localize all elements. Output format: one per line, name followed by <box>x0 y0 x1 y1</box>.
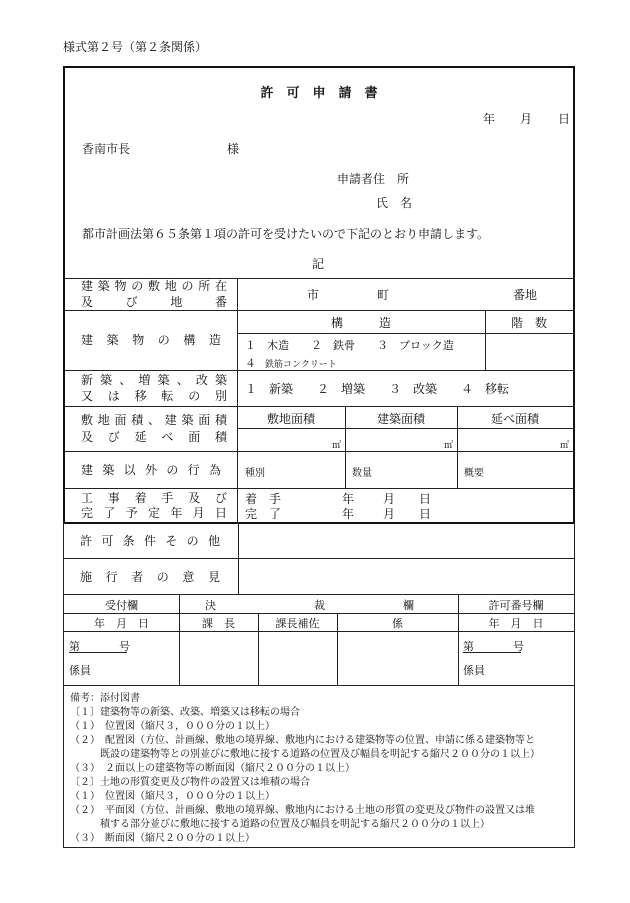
floors-col-header: 階 数 <box>510 316 547 330</box>
staff-header: 係 <box>392 617 403 630</box>
schedule-start-label: 着 手 <box>245 492 282 506</box>
notes-line-8: （１） 位置図（縮尺３，０００分の１以上） <box>70 791 275 802</box>
construction-type-options: １ 新築 ２ 増築 ３ 改築 ４ 移転 <box>245 382 510 396</box>
permit-number-header: 許可番号欄 <box>488 599 544 612</box>
notes-line-1: 備考：添付図書 <box>70 693 140 704</box>
site-city: 市 <box>307 288 320 302</box>
construction-type-label-1: 新築、増築、改築 <box>81 373 227 387</box>
structure-options-2-text: 鉄筋コンクリート <box>265 360 337 370</box>
structure-col-header: 構 造 <box>330 316 391 330</box>
notes-line-6: （３） ２面以上の建築物等の断面図（縮尺２００分の１以上） <box>70 763 355 774</box>
schedule-finish-day: 日 <box>419 507 432 521</box>
notes-line-7: 〔２〕土地の形質変更及び物件の設置又は堆積の場合 <box>70 777 310 788</box>
total-floor-area-unit: ㎡ <box>560 441 570 451</box>
other-acts-quantity: 数量 <box>352 468 372 479</box>
other-acts-summary: 概要 <box>464 468 484 479</box>
date-day: 日 <box>558 112 571 126</box>
site-area-header: 敷地面積 <box>266 412 315 426</box>
areas-label-2: 及び延べ面積 <box>81 430 227 444</box>
notes-line-9: （２） 平面図（方位、計画線、敷地の境界線、敷地内における土地の形質の変更及び物件の設置又は堆 <box>70 805 535 816</box>
permit-go: 号 <box>513 640 524 653</box>
reception-staff: 係員 <box>69 664 91 677</box>
form-title: 許 可 申 請 書 <box>260 86 378 101</box>
site-location-label-1: 建築物の敷地の所在 <box>81 279 227 293</box>
permit-dai: 第 <box>463 640 474 653</box>
reception-date-header: 年 月 日 <box>94 617 149 630</box>
applicant-address-label: 申請者住 所 <box>337 172 410 186</box>
reception-go: 号 <box>119 640 130 653</box>
office-use-section <box>63 522 575 848</box>
decision-char-2: 裁 <box>314 599 325 612</box>
structure-options-1: １ 木造 ２ 鉄骨 ３ ブロック造 <box>245 339 454 352</box>
notes-line-4: （２） 配置図（方位、計画線、敷地の境界線、敷地内における建築物等の位置、申請に係る建築物等と <box>70 735 535 746</box>
notes-line-11: （３） 断面図（縮尺２００分の１以上） <box>70 833 255 844</box>
schedule-finish-month: 月 <box>383 507 396 521</box>
schedule-label-1: 工事着手及び <box>81 491 227 505</box>
form-number: 様式第２号（第２条関係） <box>63 40 208 54</box>
schedule-label-2: 完了予定年月日 <box>81 506 227 520</box>
permit-date-header: 年 月 日 <box>488 617 544 630</box>
decision-char-3: 欄 <box>403 599 414 612</box>
deputy-chief-header: 課長補佐 <box>275 617 320 630</box>
reception-header: 受付欄 <box>105 599 138 612</box>
addressee-honorific: 様 <box>227 142 240 156</box>
areas-label-1: 敷地面積、建築面積 <box>81 413 227 427</box>
total-floor-area-header: 延べ面積 <box>490 412 539 426</box>
schedule-start-month: 月 <box>383 492 396 506</box>
building-area-unit: ㎡ <box>444 441 454 451</box>
ki-label: 記 <box>312 257 325 271</box>
conditions-label: 許可条件その他 <box>80 534 220 548</box>
application-form <box>63 66 575 524</box>
permit-staff: 係員 <box>463 664 485 677</box>
date-month: 月 <box>520 112 533 126</box>
application-statement: 都市計画法第６５条第１項の許可を受けたいので下記のとおり申請します。 <box>82 227 490 241</box>
site-location-label-2: 及び地番 <box>81 295 227 309</box>
schedule-start-year: 年 <box>342 492 355 506</box>
notes-line-3: （１） 位置図（縮尺３，０００分の１以上） <box>70 721 275 732</box>
other-acts-label: 建築以外の行為 <box>81 463 221 477</box>
construction-type-label-2: 又は移転の別 <box>81 389 227 403</box>
notes-line-2: 〔１〕建築物等の新築、改築、増築又は移転の場合 <box>70 707 300 718</box>
building-area-header: 建築面積 <box>376 412 425 426</box>
site-banchi: 番地 <box>513 288 538 302</box>
site-area-unit: ㎡ <box>332 441 342 451</box>
schedule-finish-label: 完 了 <box>245 507 282 521</box>
site-town: 町 <box>377 288 390 302</box>
structure-label: 建築物の構造 <box>81 333 221 347</box>
structure-options-2-num: ４ <box>245 357 256 370</box>
date-year: 年 <box>483 112 496 126</box>
addressee-name: 香南市長 <box>82 142 131 156</box>
schedule-finish-year: 年 <box>342 507 355 521</box>
builder-opinion-label: 施行者の意見 <box>80 570 220 584</box>
other-acts-kind: 種別 <box>245 468 265 479</box>
schedule-start-day: 日 <box>419 492 432 506</box>
reception-dai: 第 <box>69 640 80 653</box>
applicant-name-label: 氏 名 <box>376 196 413 210</box>
decision-char-1: 決 <box>205 599 216 612</box>
notes-line-10: 積する部分並びに敷地に接する道路の位置及び幅員を明記する縮尺２００分の１以上） <box>70 819 490 830</box>
notes-line-5: 既設の建築物等との別並びに敷地に接する道路の位置及び幅員を明記する縮尺２００分の１以上） <box>70 749 540 760</box>
section-chief-header: 課 長 <box>202 617 235 630</box>
